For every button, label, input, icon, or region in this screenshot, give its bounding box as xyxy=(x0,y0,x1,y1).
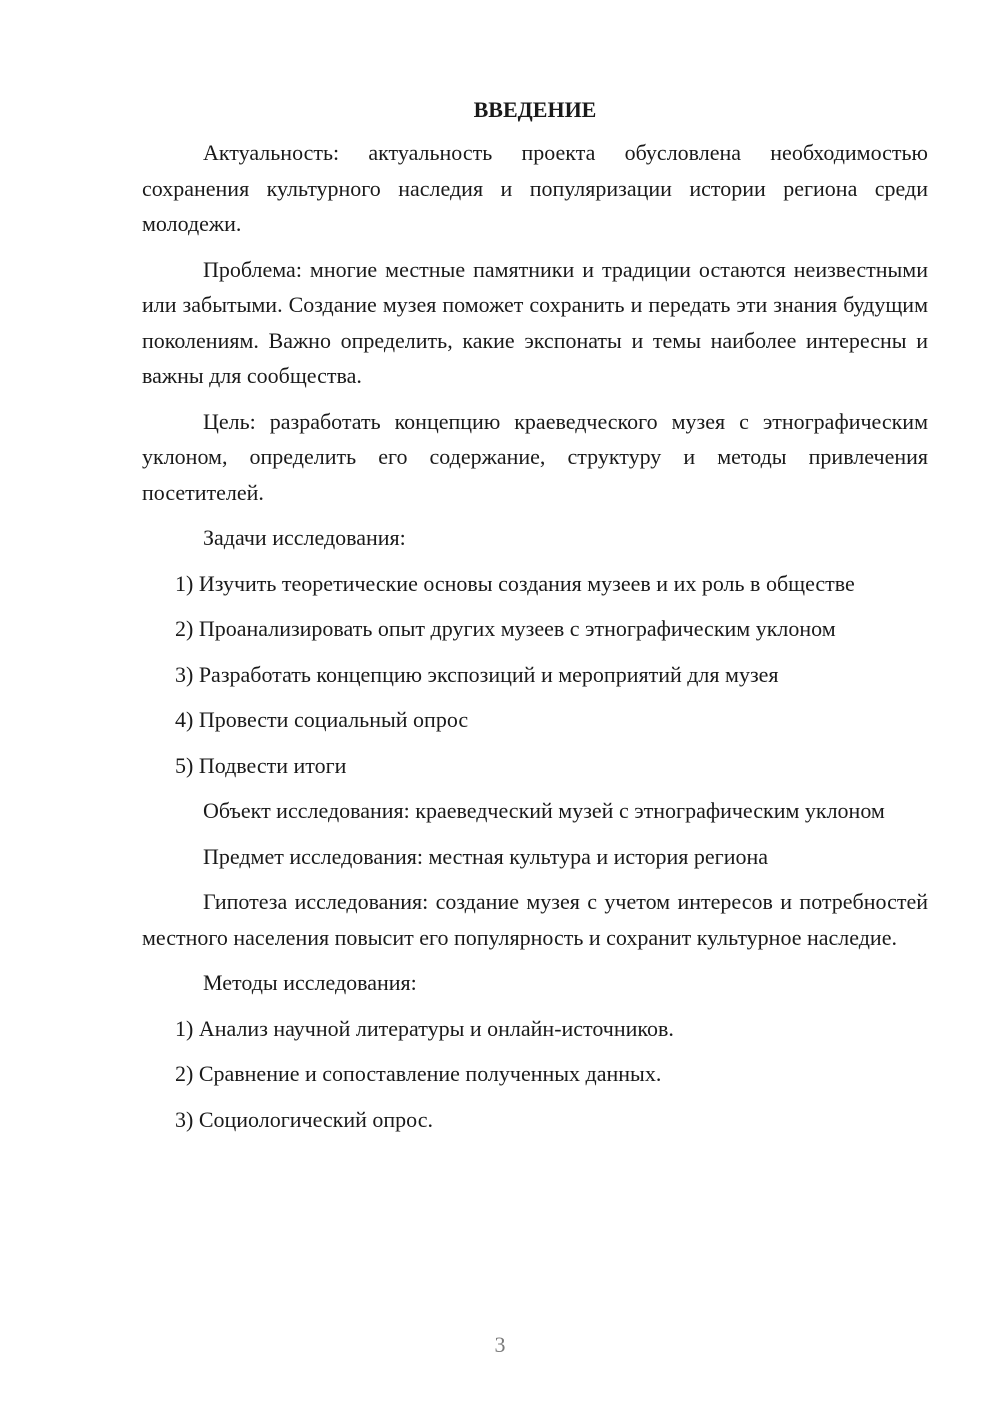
task-item-2: 2) Проанализировать опыт других музеев с этнографическим уклоном xyxy=(175,616,836,641)
task-item-3: 3) Разработать концепцию экспозиций и мероприятий для музея xyxy=(175,661,779,687)
task-item-4: 4) Провести социальный опрос xyxy=(175,707,469,732)
method-item-2: 2) Сравнение и сопоставление полученных данных. xyxy=(175,1061,662,1086)
section-title: ВВЕДЕНИЕ xyxy=(473,97,597,122)
method-item-1: 1) Анализ научной литературы и онлайн-источников. xyxy=(175,1015,674,1041)
method-item-3: 3) Социологический опрос. xyxy=(175,1106,433,1132)
tasks-heading: Задачи исследования: xyxy=(203,525,406,550)
task-item-5: 5) Подвести итоги xyxy=(175,752,347,778)
page-number: 3 xyxy=(494,1332,506,1357)
object-paragraph: Объект исследования: краеведческий музей с этнографическим уклоном xyxy=(203,798,885,823)
hypothesis-paragraph: Гипотеза исследования: создание музея с учетом интересов и потребностей местного населения повысит его популярность и сохранит культурное наследие. xyxy=(142,889,928,950)
methods-heading: Методы исследования: xyxy=(203,970,417,995)
task-item-1: 1) Изучить теоретические основы создания музеев и их роль в обществе xyxy=(175,570,855,596)
goal-paragraph: Цель: разработать концепцию краеведческого музея с этнографическим уклоном, определить его содержание, структуру и методы привлечения посетителей. xyxy=(142,408,928,505)
relevance-paragraph: Актуальность: актуальность проекта обусловлена необходимостью сохранения культурного наследия и популяризации истории региона среди молодежи. xyxy=(142,140,928,236)
subject-paragraph: Предмет исследования: местная культура и история региона xyxy=(203,843,769,869)
document-page xyxy=(142,92,928,1137)
problem-paragraph: Проблема: многие местные памятники и традиции остаются неизвестными или забытыми. Создание музея поможет сохранить и передать эти знания будущим поколениям. Важно определить, какие экспонаты и темы наиболее интересны и важны для сообщества. xyxy=(142,256,928,388)
